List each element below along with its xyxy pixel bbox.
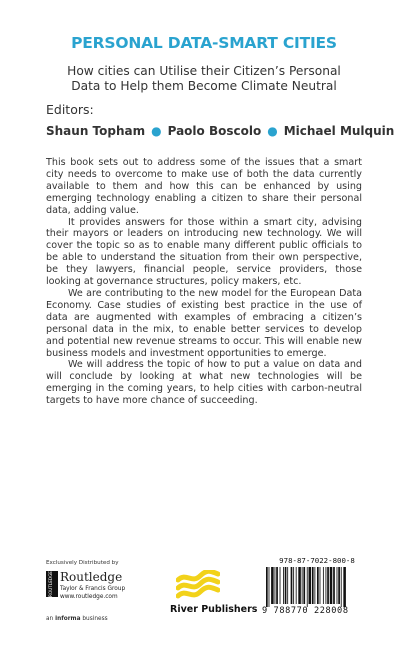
routledge-mark-icon: [46, 571, 58, 597]
routledge-group: Taylor & Francis Group: [60, 586, 126, 592]
editor-name: Paolo Boscolo: [167, 124, 262, 138]
river-publishers-logo: [170, 570, 258, 618]
barcode-bars: [262, 567, 372, 607]
description-paragraph: We are contributing to the new model for the European Data Economy. Case studies of existing best practice in the use of data are augmented with examples of embracing a citizen’s personal data in the mix, to enable better services to develop and potential new revenue streams to occur. This will enable new business models and investment opportunities to emerge.: [46, 287, 362, 359]
editor-name: Shaun Topham: [46, 124, 146, 138]
editors-label: Editors:: [46, 102, 94, 117]
book-subtitle: How cities can Utilise their Citizen’s Personal Data to Help them Become Climate Neutral: [67, 64, 341, 93]
description-paragraph: It provides answers for those within a smart city, advising their mayors or leaders on introducing new technology. We will cover the topic so as to enable many different public officials to be able to understand the situation from their own perspective, be they lawyers, financial people, service providers, those looking at governance structures, policy makers, etc.: [46, 216, 362, 288]
informa-business-line: [46, 616, 108, 622]
editors-list: [46, 124, 395, 138]
book-title: PERSONAL DATA-SMART CITIES: [71, 34, 337, 52]
bullet-dot-icon: ●: [151, 124, 162, 138]
river-publishers-name: River Publishers: [170, 604, 258, 615]
description-paragraph: We will address the topic of how to put a value on data and will conclude by looking at what new technologies will be emerging in the coming years, to help cities with carbon-neutral targets to have more chance of succeeding.: [46, 359, 362, 407]
isbn-barcode: [262, 556, 372, 620]
isbn-text: 978-87-7022-800-8: [279, 556, 355, 565]
editor-name: Michael Mulquin: [283, 124, 395, 138]
description-paragraph: This book sets out to address some of the issues that a smart city needs to overcome to make use of both the data currently available to them and how this can be enhanced by using emerging technology enabling a citizen to share their personal data, adding value.: [46, 157, 362, 216]
routledge-vertical-tag: ROUTLEDGE: [48, 571, 53, 597]
informa-brand: informa: [55, 616, 81, 622]
bullet-dot-icon: ●: [267, 124, 278, 138]
description-text: [46, 157, 362, 407]
river-waves-icon: [176, 570, 220, 602]
informa-prefix: an: [46, 616, 56, 622]
routledge-name: Routledge: [60, 570, 123, 584]
routledge-logo: [46, 570, 126, 610]
informa-suffix: business: [80, 616, 108, 622]
isbn-digits: 9 788770 228008: [262, 606, 349, 616]
distribution-label: Exclusively Distributed by: [46, 560, 119, 566]
routledge-url: www.routledge.com: [60, 594, 118, 600]
